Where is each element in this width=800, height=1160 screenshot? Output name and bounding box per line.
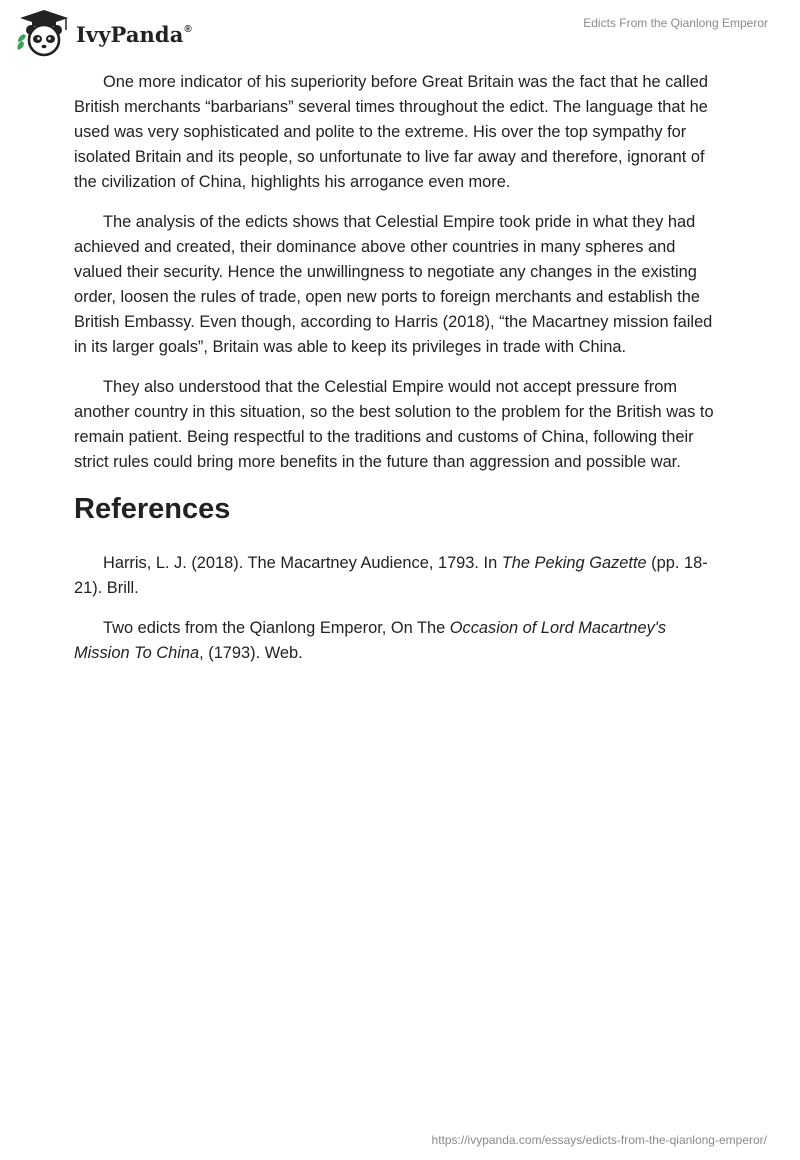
reference-text: (pp. 18-21). Brill.	[74, 554, 708, 597]
body-paragraph: One more indicator of his superiority before Great Britain was the fact that he called British merchants “barbarians” several times throughout the edict. The language that he used was very sophisticated and polite to the extreme. His over the top sympathy for isolated Britain and its people, so unfortunate to live far away and therefore, ignorant of the civilization of China, highlights his arrogance even more.	[74, 73, 708, 191]
reference-item	[74, 551, 724, 601]
essay-content	[74, 70, 724, 681]
page-header	[0, 0, 800, 64]
reference-title: Occasion of Lord Macartney's Mission To China	[74, 619, 667, 662]
registered-mark: ®	[184, 23, 192, 35]
reference-text: , (1793). Web.	[199, 644, 303, 662]
reference-title: The Peking Gazette	[501, 554, 647, 572]
references-heading: References	[74, 493, 231, 525]
panda-graduate-icon	[14, 8, 74, 58]
reference-text: Two edicts from the Qianlong Emperor, On The	[103, 619, 450, 637]
brand-name	[76, 22, 192, 47]
body-paragraph: The analysis of the edicts shows that Celestial Empire took pride in what they had achieved and created, their dominance above other countries in many spheres and valued their security. Hence the unwillingness to negotiate any changes in the existing order, loosen the rules of trade, open new ports to foreign merchants and establish the British Embassy. Even though, according to Harris (2018), “the Macartney mission failed in its larger goals”, Britain was able to keep its privileges in trade with China.	[74, 213, 713, 356]
reference-item	[74, 616, 724, 666]
brand-text: IvyPanda	[76, 21, 184, 47]
ivypanda-logo[interactable]	[14, 8, 192, 58]
body-paragraph: They also understood that the Celestial Empire would not accept pressure from another country in this situation, so the best solution to the problem for the British was to remain patient. Being respectful to the traditions and customs of China, following their strict rules could bring more benefits in the future than aggression and possible war.	[74, 378, 714, 471]
document-title: Edicts From the Qianlong Emperor	[583, 16, 768, 30]
source-url-link[interactable]: https://ivypanda.com/essays/edicts-from-the-qianlong-emperor/	[431, 1133, 767, 1147]
reference-text: Harris, L. J. (2018). The Macartney Audience, 1793. In	[103, 554, 502, 572]
